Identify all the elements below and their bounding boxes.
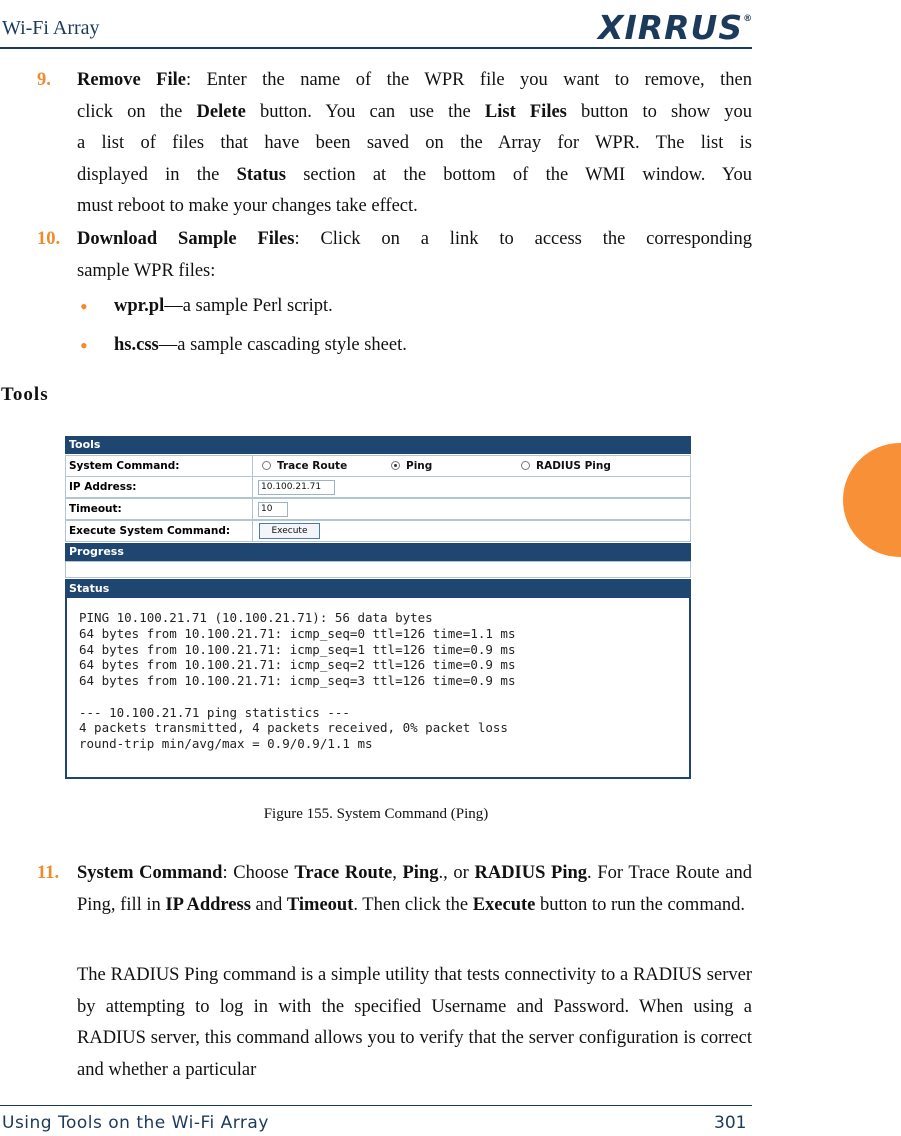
progress-bar-header: Progress <box>65 543 691 561</box>
item-9-text: must reboot to make your changes take effect. <box>77 196 418 216</box>
system-command-term: System Command <box>77 863 223 883</box>
item-9-text: displayed in the <box>77 164 237 185</box>
bullet-item <box>114 330 407 362</box>
footer-title: Using Tools on the Wi-Fi Array <box>2 1113 269 1133</box>
trace-route-term: Trace Route <box>294 863 393 883</box>
timeout-row <box>65 498 691 520</box>
header-rule <box>0 47 752 49</box>
trace-route-radio[interactable] <box>262 461 271 470</box>
item-11-text: ., or <box>438 863 475 883</box>
xirrus-logo <box>598 8 753 47</box>
item-10-paragraph <box>77 224 752 287</box>
item-9-text: a list of files that have been saved on the Array for WPR. The list is <box>77 133 752 153</box>
bullet-item <box>114 291 333 323</box>
status-line: --- 10.100.21.71 ping statistics --- <box>79 705 350 720</box>
page-number: 301 <box>714 1113 747 1133</box>
item-9-text: button to show you <box>566 101 752 122</box>
item-10-text: : Click on a link to access the corresponding <box>294 229 752 249</box>
ip-address-row <box>65 476 691 498</box>
item-11-paragraph <box>77 858 752 921</box>
wpr-pl-term: wpr.pl <box>114 296 165 316</box>
progress-area <box>65 561 691 578</box>
bullet-text: —a sample Perl script. <box>164 296 333 316</box>
item-9-text: section at the bottom of the WMI window. You <box>285 164 752 185</box>
execute-term: Execute <box>472 894 536 915</box>
tools-bar: Tools <box>65 436 691 454</box>
bullet-text: —a sample cascading style sheet. <box>158 335 407 355</box>
item-10-number: 10. <box>37 229 61 249</box>
status-line: 4 packets transmitted, 4 packets received, 0% packet loss <box>79 720 508 735</box>
execute-system-command-label: Execute System Command: <box>69 525 231 537</box>
ping-label[interactable]: Ping <box>406 460 433 472</box>
ping-term: Ping <box>402 863 439 883</box>
download-sample-files-term: Download Sample Files <box>77 229 295 249</box>
item-11-text: , <box>392 863 403 883</box>
status-line: 64 bytes from 10.100.21.71: icmp_seq=0 ttl=126 time=1.1 ms <box>79 626 516 641</box>
list-files-term: List Files <box>484 101 567 122</box>
item-9-text: button. You can use the <box>245 101 485 122</box>
item-11-number: 11. <box>37 863 60 883</box>
ip-address-term: IP Address <box>165 894 251 915</box>
figure-caption: Figure 155. System Command (Ping) <box>263 806 489 822</box>
section-heading-tools: Tools <box>1 384 49 405</box>
running-header-title: Wi-Fi Array <box>2 17 100 39</box>
status-line: 64 bytes from 10.100.21.71: icmp_seq=1 ttl=126 time=0.9 ms <box>79 642 516 657</box>
footer-rule <box>0 1105 752 1106</box>
ip-address-label: IP Address: <box>69 481 137 493</box>
item-9-text: click on the <box>77 101 197 122</box>
logo-registered-mark: ® <box>743 14 754 24</box>
remove-file-term: Remove File <box>77 70 186 90</box>
timeout-input[interactable]: 10 <box>258 502 288 517</box>
radius-ping-label[interactable]: RADIUS Ping <box>536 460 611 472</box>
item-11-text: . For Trace Route and Ping, fill in <box>77 863 753 915</box>
item-11-text: : Choose <box>222 863 295 883</box>
column-divider <box>252 456 253 476</box>
item-10-text: sample WPR files: <box>77 260 216 281</box>
item-9-text: : Enter the name of the WPR file you want to remove, then <box>185 70 752 90</box>
status-term: Status <box>236 164 286 185</box>
system-command-row <box>65 455 691 477</box>
item-11-text: and <box>250 894 287 915</box>
status-line: 64 bytes from 10.100.21.71: icmp_seq=2 ttl=126 time=0.9 ms <box>79 657 516 672</box>
radius-ping-term: RADIUS Ping <box>474 863 588 883</box>
item-9-number: 9. <box>37 70 51 90</box>
chapter-tab-marker <box>843 443 901 557</box>
item-11-text: button to run the command. <box>535 894 746 915</box>
ip-address-input[interactable]: 10.100.21.71 <box>258 480 335 495</box>
bullet-icon: • <box>80 333 88 358</box>
ping-radio[interactable] <box>391 461 400 470</box>
timeout-label: Timeout: <box>69 503 122 515</box>
execute-row <box>65 520 691 542</box>
item-9-paragraph <box>77 65 752 223</box>
hs-css-term: hs.css <box>114 335 159 355</box>
delete-term: Delete <box>196 101 246 122</box>
timeout-term: Timeout <box>286 894 354 915</box>
status-line: round-trip min/avg/max = 0.9/0.9/1.1 ms <box>79 736 373 751</box>
column-divider <box>252 477 253 497</box>
item-11-text: . Then click the <box>353 894 473 915</box>
radius-ping-paragraph: The RADIUS Ping command is a simple utility that tests connectivity to a RADIUS server by attempting to log in with the specified Username and Password. When using a RADIUS server, this command allows you to verify that the server configuration is correct and whether a particular <box>77 965 752 1080</box>
column-divider <box>252 499 253 519</box>
status-line: PING 10.100.21.71 (10.100.21.71): 56 data bytes <box>79 610 433 625</box>
system-command-label: System Command: <box>69 460 180 472</box>
trace-route-label[interactable]: Trace Route <box>277 460 348 472</box>
column-divider <box>252 521 253 541</box>
status-line: 64 bytes from 10.100.21.71: icmp_seq=3 ttl=126 time=0.9 ms <box>79 673 516 688</box>
system-command-figure <box>65 436 691 781</box>
logo-text: XIRRUS <box>598 8 744 47</box>
execute-button[interactable]: Execute <box>259 523 320 539</box>
bullet-icon: • <box>80 294 88 319</box>
status-bar-header: Status <box>65 579 691 598</box>
radius-ping-radio[interactable] <box>521 461 530 470</box>
status-output <box>65 598 691 779</box>
